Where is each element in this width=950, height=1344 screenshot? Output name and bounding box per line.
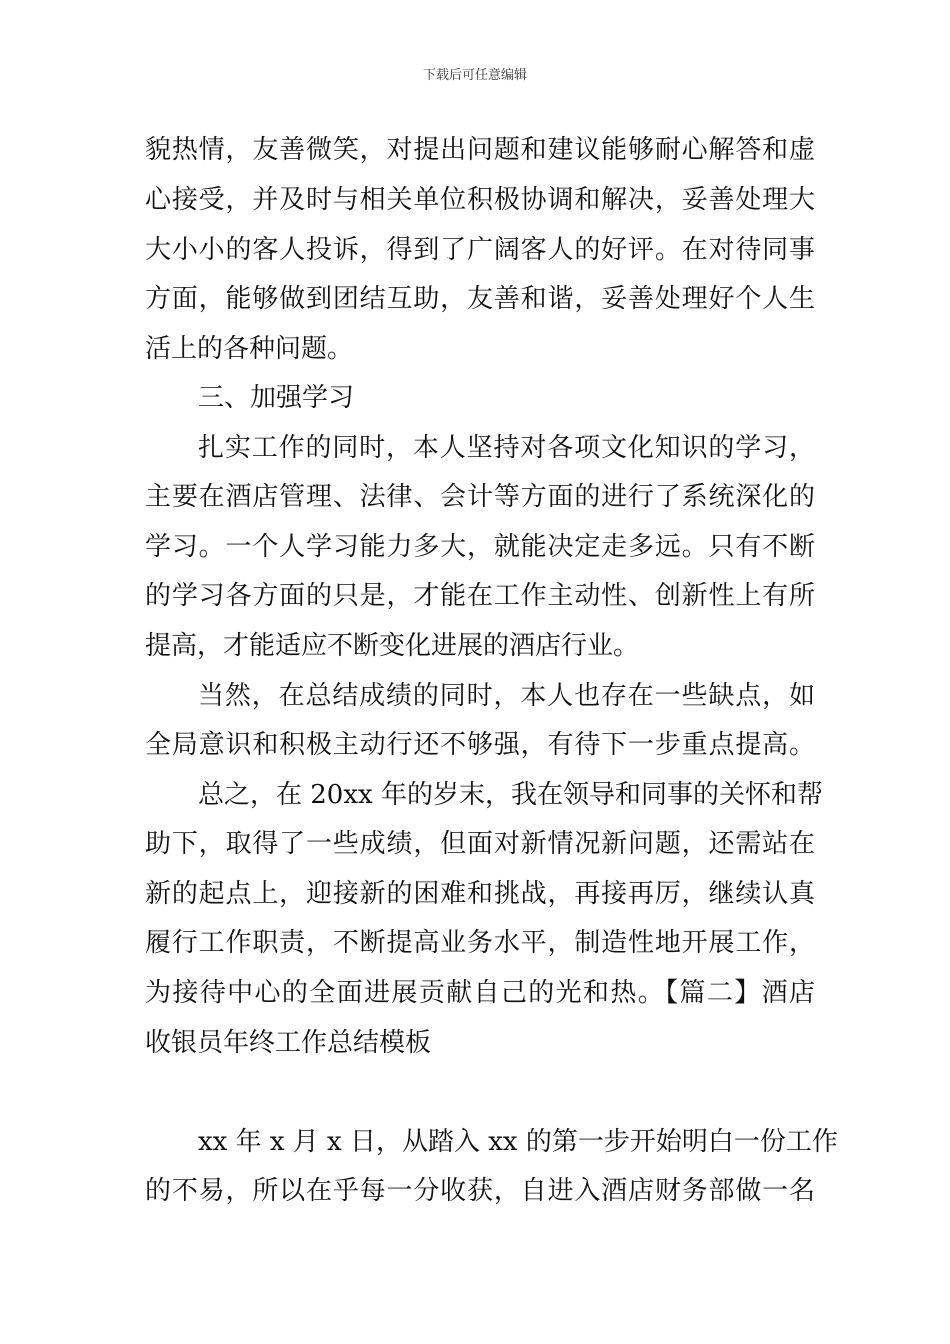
text-line: 为接待中心的全面进展贡献自己的光和热。【篇二】酒店 <box>145 978 815 1008</box>
page-header: 下载后可任意编辑 <box>422 68 527 83</box>
text-line: 方面，能够做到团结互助，友善和谐，妥善处理好个人生 <box>145 284 815 314</box>
text-line: xx 年 x 月 x 日，从踏入 xx 的第一步开始明白一份工作 <box>198 1127 838 1157</box>
text-line: 收银员年终工作总结模板 <box>145 1028 432 1058</box>
text-line: 全局意识和积极主动行还不够强，有待下一步重点提高。 <box>145 730 815 760</box>
text-line: 扎实工作的同时，本人坚持对各项文化知识的学习， <box>198 433 815 463</box>
section-heading: 三、加强学习 <box>198 383 355 413</box>
text-line: 心接受，并及时与相关单位积极协调和解决，妥善处理大 <box>145 185 815 215</box>
text-line: 貌热情，友善微笑，对提出问题和建议能够耐心解答和虚 <box>145 135 815 165</box>
text-line: 主要在酒店管理、法律、会计等方面的进行了系统深化的 <box>145 482 815 512</box>
text-line: 活上的各种问题。 <box>145 334 354 364</box>
text-line: 学习。一个人学习能力多大，就能决定走多远。只有不断 <box>145 532 815 562</box>
text-line: 大小小的客人投诉，得到了广阔客人的好评。在对待同事 <box>145 235 815 265</box>
text-line: 新的起点上，迎接新的困难和挑战，再接再厉，继续认真 <box>145 879 815 909</box>
text-line: 履行工作职责，不断提高业务水平，制造性地开展工作， <box>145 928 815 958</box>
text-line: 的学习各方面的只是，才能在工作主动性、创新性上有所 <box>145 581 815 611</box>
text-line: 当然，在总结成绩的同时，本人也存在一些缺点，如 <box>198 681 815 711</box>
text-line: 的不易，所以在乎每一分收获，自进入酒店财务部做一名 <box>145 1176 815 1206</box>
text-line: 提高，才能适应不断变化进展的酒店行业。 <box>145 631 640 661</box>
text-line: 助下，取得了一些成绩，但面对新情况新问题，还需站在 <box>145 829 815 859</box>
text-line: 总之，在 20xx 年的岁末，我在领导和同事的关怀和帮 <box>198 780 823 810</box>
